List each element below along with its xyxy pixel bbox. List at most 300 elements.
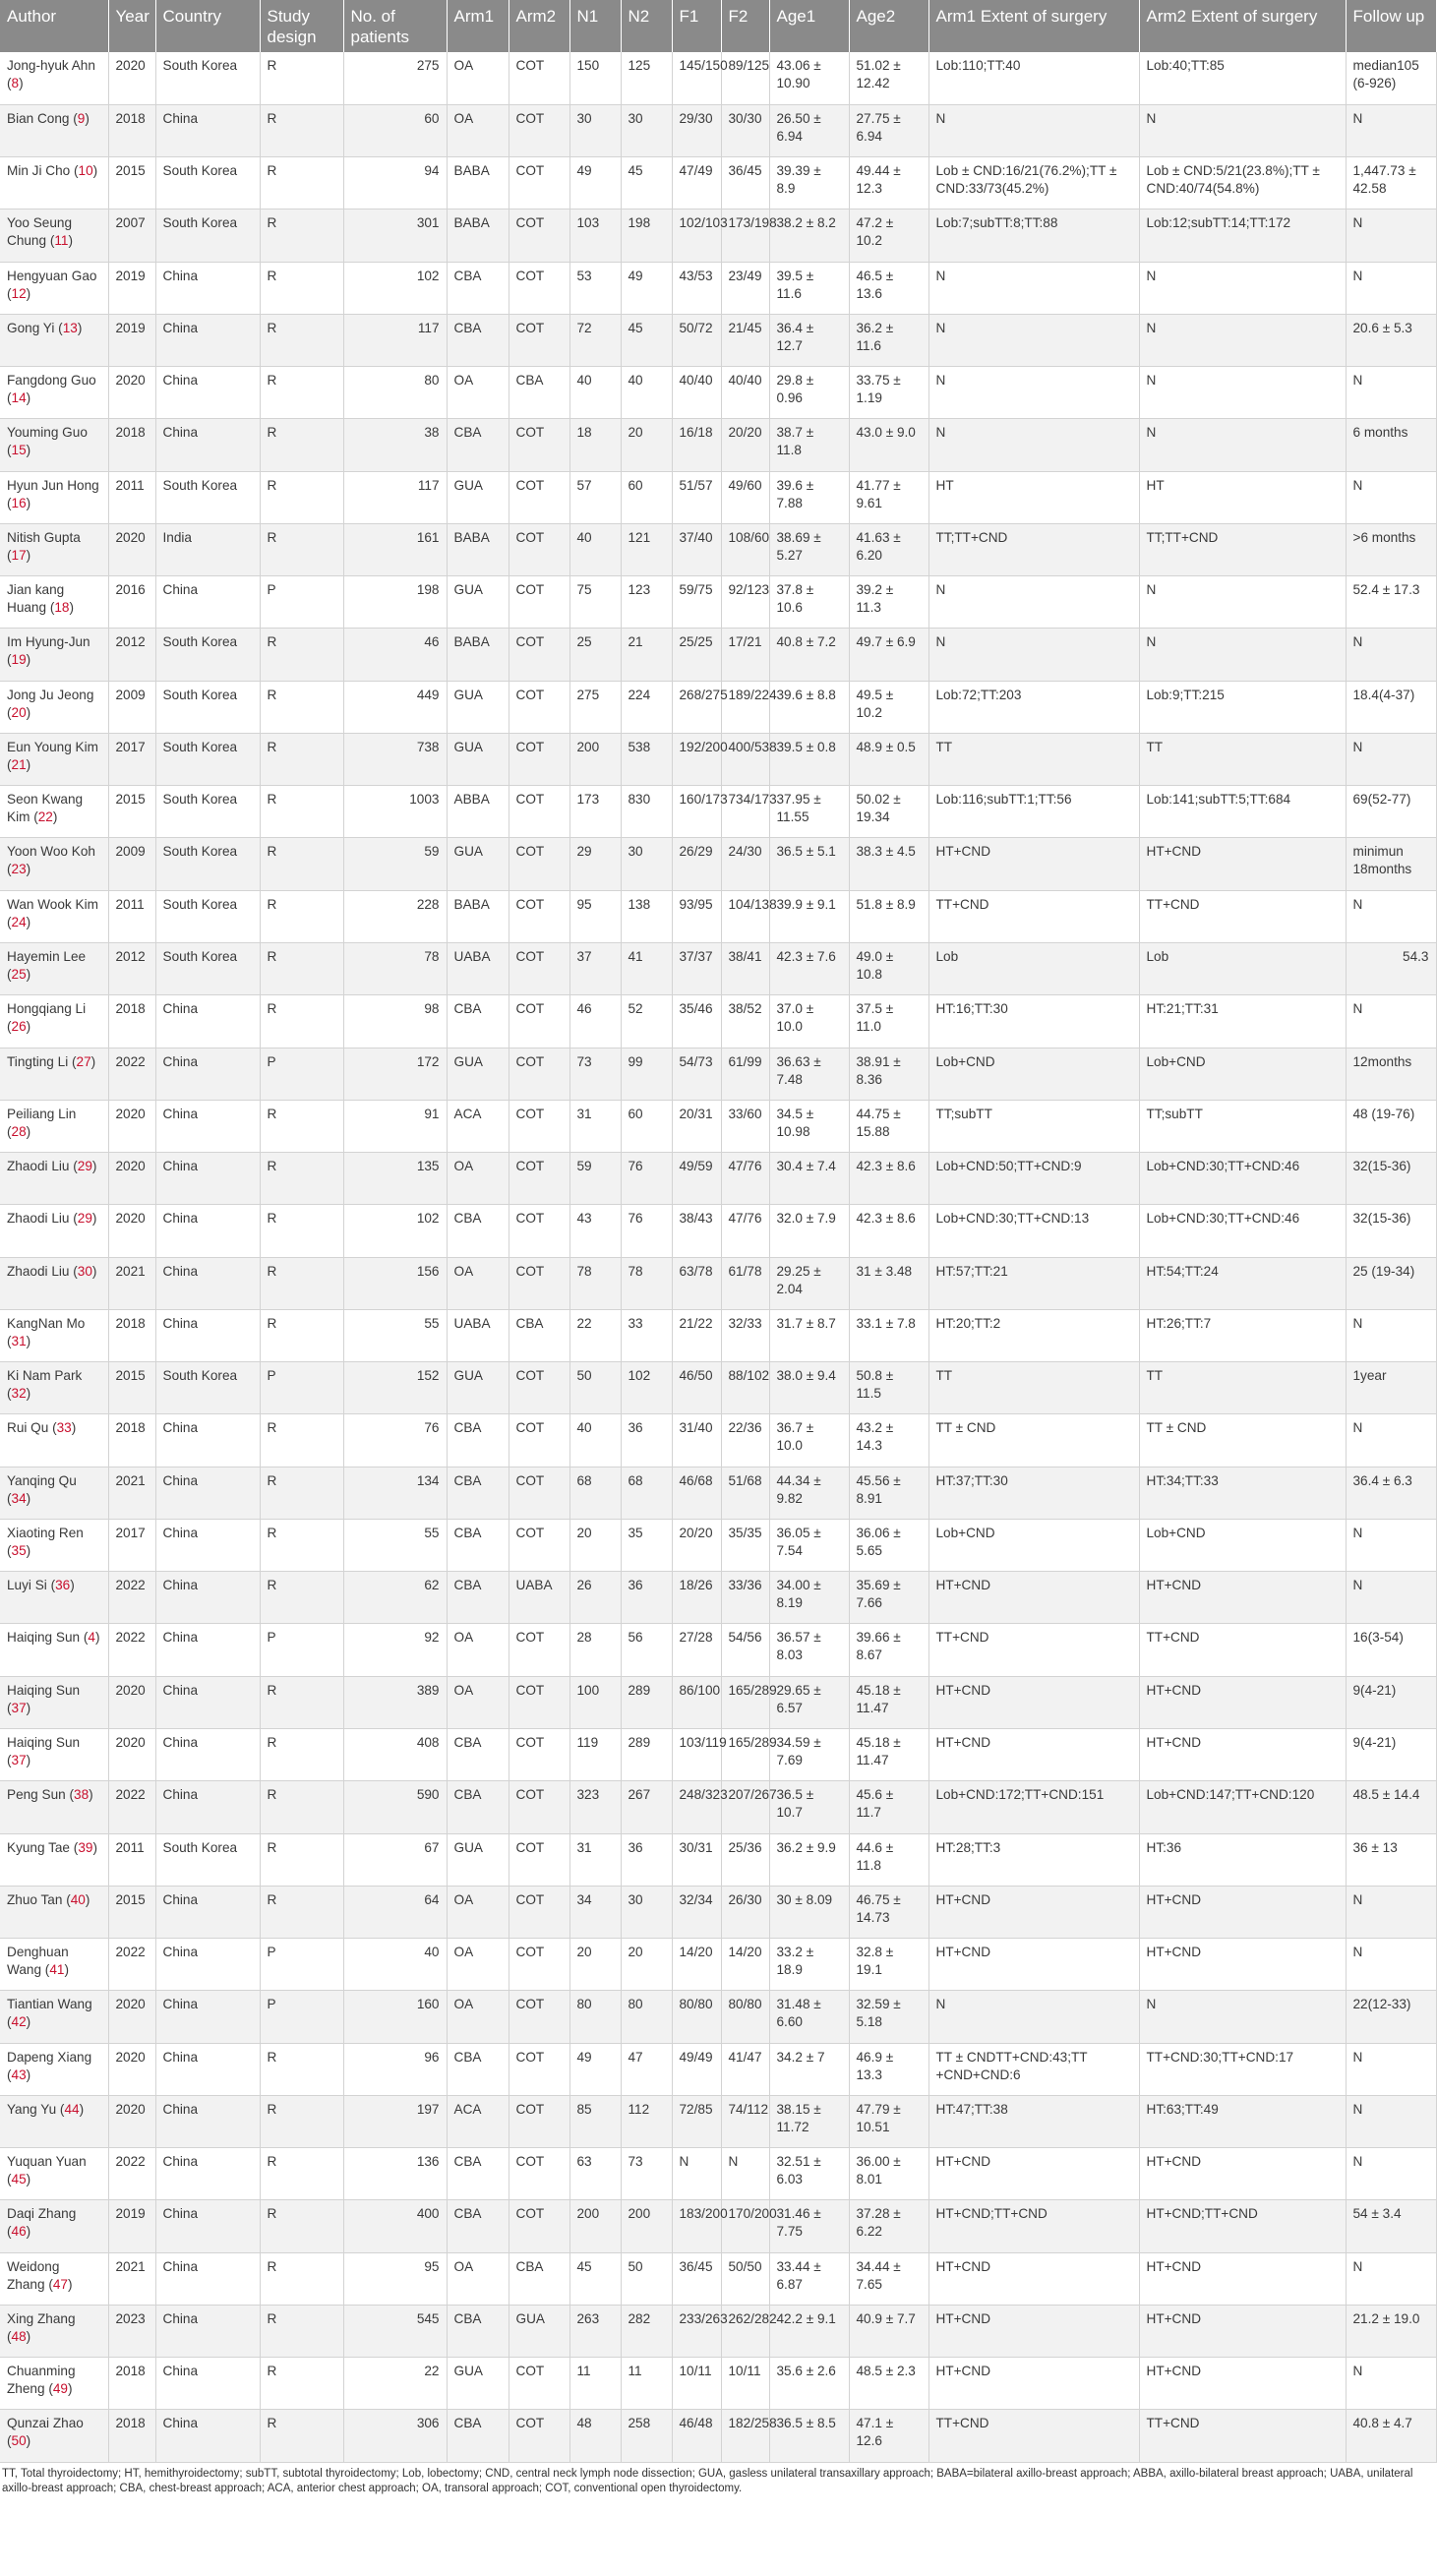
design-cell: P [260,576,343,629]
f1-cell: 103/119 [672,1729,721,1781]
patients-cell: 59 [343,838,447,890]
table-row [0,2358,1436,2410]
arm2-extent-cell: Lob+CND:147;TT+CND:120 [1139,1781,1346,1833]
design-cell: R [260,1414,343,1467]
arm2-cell: COT [509,262,569,314]
reference-link[interactable]: 29 [77,1159,92,1174]
reference-link[interactable]: 38 [74,1787,90,1803]
design-cell: R [260,2305,343,2357]
author-cell: Peiliang Lin (28) [0,1100,108,1152]
reference-link[interactable]: 28 [11,1123,27,1139]
n2-cell: 11 [621,2358,672,2410]
follow-up-cell: 9(4-21) [1346,1676,1436,1728]
reference-link[interactable]: 20 [11,704,27,720]
f2-cell: 25/36 [721,1833,769,1886]
arm1-extent-cell: TT+CND [928,2410,1139,2462]
country-cell: China [155,419,260,471]
n2-cell: 121 [621,523,672,575]
f1-cell: 14/20 [672,1939,721,1991]
reference-link[interactable]: 39 [78,1839,93,1855]
reference-link[interactable]: 37 [11,1753,27,1767]
age2-cell: 42.3 ± 8.6 [849,1205,928,1257]
arm2-extent-cell: N [1139,1991,1346,2043]
n1-cell: 75 [569,576,621,629]
patients-cell: 161 [343,523,447,575]
table-row [0,314,1436,366]
arm1-cell: OA [447,2252,509,2305]
follow-up-cell: 54 ± 3.4 [1346,2200,1436,2252]
f2-cell: 189/224 [721,681,769,733]
age1-cell: 30 ± 8.09 [769,1886,849,1938]
age2-cell: 36.2 ± 11.6 [849,314,928,366]
country-cell: China [155,1467,260,1519]
follow-up-cell: N [1346,1572,1436,1624]
arm1-cell: GUA [447,681,509,733]
arm2-cell: COT [509,471,569,523]
n1-cell: 323 [569,1781,621,1833]
column-header: No. of patients [343,0,447,52]
f2-cell: 20/20 [721,419,769,471]
patients-cell: 55 [343,1519,447,1571]
age1-cell: 31.7 ± 8.7 [769,1309,849,1361]
age2-cell: 37.28 ± 6.22 [849,2200,928,2252]
reference-link[interactable]: 34 [11,1490,27,1506]
author-name: Haiqing Sun [7,1682,81,1698]
f2-cell: 38/41 [721,943,769,995]
reference-link[interactable]: 44 [64,2101,80,2117]
table-row [0,1153,1436,1205]
author-name: Hayemin Lee [7,949,87,965]
author-name: Weidong Zhang [7,2258,60,2292]
country-cell: China [155,1205,260,1257]
f2-cell: 33/60 [721,1100,769,1152]
arm2-cell: COT [509,1781,569,1833]
n2-cell: 224 [621,681,672,733]
table-row [0,1467,1436,1519]
n2-cell: 198 [621,210,672,262]
author-cell: Wan Wook Kim (24) [0,890,108,942]
reference-link[interactable]: 37 [11,1700,27,1715]
arm1-cell: GUA [447,2358,509,2410]
reference-link[interactable]: 17 [11,547,27,563]
n2-cell: 102 [621,1362,672,1414]
reference-link[interactable]: 27 [76,1053,91,1069]
f1-cell: 49/49 [672,2043,721,2095]
n2-cell: 30 [621,104,672,156]
arm2-cell: COT [509,419,569,471]
design-cell: P [260,1362,343,1414]
arm1-extent-cell: N [928,104,1139,156]
author-name: Chuanming Zheng [7,2364,76,2397]
age1-cell: 36.4 ± 12.7 [769,314,849,366]
reference-link[interactable]: 13 [62,320,78,335]
design-cell: R [260,2200,343,2252]
age1-cell: 34.59 ± 7.69 [769,1729,849,1781]
table-row [0,262,1436,314]
f2-cell: 207/267 [721,1781,769,1833]
author-cell: Weidong Zhang (47) [0,2252,108,2305]
design-cell: R [260,471,343,523]
age1-cell: 43.06 ± 10.90 [769,52,849,104]
design-cell: P [260,1624,343,1676]
reference-link[interactable]: 9 [77,110,86,126]
arm2-cell: COT [509,210,569,262]
arm2-extent-cell: Lob ± CND:5/21(23.8%);TT ± CND:40/74(54.8%) [1139,157,1346,210]
f1-cell: 30/31 [672,1833,721,1886]
n1-cell: 28 [569,1624,621,1676]
f1-cell: 36/45 [672,2252,721,2305]
country-cell: China [155,1939,260,1991]
arm2-extent-cell: Lob:40;TT:85 [1139,52,1346,104]
author-name: Zhaodi Liu [7,1263,70,1279]
design-cell: R [260,629,343,681]
follow-up-cell: 48 (19-76) [1346,1100,1436,1152]
design-cell: R [260,2410,343,2462]
reference-link[interactable]: 11 [54,233,69,249]
n1-cell: 150 [569,52,621,104]
arm1-cell: CBA [447,419,509,471]
table-row [0,1519,1436,1571]
follow-up-cell: 12months [1346,1048,1436,1100]
arm2-extent-cell: TT+CND:30;TT+CND:17 [1139,2043,1346,2095]
design-cell: R [260,2095,343,2147]
n1-cell: 200 [569,2200,621,2252]
n1-cell: 49 [569,157,621,210]
f2-cell: 50/50 [721,2252,769,2305]
author-name: Peng Sun [7,1787,66,1803]
author-cell: Haiqing Sun (37) [0,1729,108,1781]
author-cell: Gong Yi (13) [0,314,108,366]
reference-link[interactable]: 29 [77,1211,92,1227]
arm2-cell: COT [509,523,569,575]
age2-cell: 41.63 ± 6.20 [849,523,928,575]
table-row [0,419,1436,471]
country-cell: China [155,314,260,366]
age1-cell: 29.8 ± 0.96 [769,367,849,419]
arm2-extent-cell: HT+CND [1139,2252,1346,2305]
year-cell: 2019 [108,262,155,314]
age1-cell: 36.5 ± 5.1 [769,838,849,890]
year-cell: 2015 [108,786,155,838]
arm2-extent-cell: Lob:12;subTT:14;TT:172 [1139,210,1346,262]
arm1-extent-cell: HT+CND [928,2148,1139,2200]
arm1-cell: OA [447,1676,509,1728]
follow-up-cell: 21.2 ± 19.0 [1346,2305,1436,2357]
design-cell: R [260,1309,343,1361]
n1-cell: 20 [569,1519,621,1571]
arm1-cell: CBA [447,1729,509,1781]
arm2-cell: COT [509,1100,569,1152]
n1-cell: 30 [569,104,621,156]
n2-cell: 138 [621,890,672,942]
f2-cell: 734/173 [721,786,769,838]
country-cell: China [155,2410,260,2462]
f2-cell: 262/282 [721,2305,769,2357]
reference-link[interactable]: 21 [11,756,27,772]
n1-cell: 31 [569,1833,621,1886]
author-name: Tingting Li [7,1053,69,1069]
f2-cell: 61/78 [721,1257,769,1309]
arm2-extent-cell: HT+CND [1139,1676,1346,1728]
age2-cell: 45.18 ± 11.47 [849,1729,928,1781]
follow-up-cell: 6 months [1346,419,1436,471]
author-cell: Yoo Seung Chung (11) [0,210,108,262]
n1-cell: 73 [569,1048,621,1100]
f1-cell: 268/275 [672,681,721,733]
reference-link[interactable]: 45 [11,2172,27,2187]
reference-link[interactable]: 47 [52,2276,68,2292]
patients-cell: 67 [343,1833,447,1886]
arm2-cell: COT [509,1205,569,1257]
f2-cell: 21/45 [721,314,769,366]
table-row [0,995,1436,1048]
reference-link[interactable]: 23 [11,862,27,877]
reference-link[interactable]: 22 [37,809,53,825]
arm1-cell: CBA [447,2043,509,2095]
n2-cell: 45 [621,314,672,366]
arm2-cell: COT [509,1414,569,1467]
author-cell: Kyung Tae (39) [0,1833,108,1886]
f2-cell: 33/36 [721,1572,769,1624]
follow-up-cell: N [1346,995,1436,1048]
follow-up-cell: 20.6 ± 5.3 [1346,314,1436,366]
f1-cell: 93/95 [672,890,721,942]
reference-link[interactable]: 19 [11,652,27,668]
year-cell: 2023 [108,2305,155,2357]
arm2-cell: COT [509,943,569,995]
year-cell: 2015 [108,1362,155,1414]
age2-cell: 40.9 ± 7.7 [849,2305,928,2357]
patients-cell: 306 [343,2410,447,2462]
arm2-extent-cell: TT ± CND [1139,1414,1346,1467]
follow-up-cell: N [1346,2095,1436,2147]
reference-link[interactable]: 18 [54,600,70,616]
arm2-cell: COT [509,786,569,838]
reference-link[interactable]: 15 [11,443,27,458]
patients-cell: 156 [343,1257,447,1309]
design-cell: R [260,733,343,785]
patients-cell: 228 [343,890,447,942]
arm2-extent-cell: Lob:141;subTT:5;TT:684 [1139,786,1346,838]
reference-link[interactable]: 10 [78,163,93,179]
reference-link[interactable]: 32 [11,1386,27,1402]
arm1-cell: CBA [447,1205,509,1257]
f1-cell: 160/173 [672,786,721,838]
age2-cell: 46.75 ± 14.73 [849,1886,928,1938]
f2-cell: 47/76 [721,1205,769,1257]
author-name: Hengyuan Gao [7,268,97,283]
table-row [0,210,1436,262]
patients-cell: 1003 [343,786,447,838]
arm1-extent-cell: N [928,367,1139,419]
f1-cell: 102/103 [672,210,721,262]
arm2-cell: COT [509,2095,569,2147]
table-row [0,1205,1436,1257]
reference-link[interactable]: 24 [11,914,27,929]
age2-cell: 27.75 ± 6.94 [849,104,928,156]
arm2-extent-cell: HT+CND [1139,2148,1346,2200]
author-cell: Chuanming Zheng (49) [0,2358,108,2410]
arm1-extent-cell: Lob+CND:50;TT+CND:9 [928,1153,1139,1205]
author-name: Wan Wook Kim [7,896,98,912]
column-header: N1 [569,0,621,52]
f1-cell: 38/43 [672,1205,721,1257]
year-cell: 2018 [108,2358,155,2410]
follow-up-cell: N [1346,2148,1436,2200]
reference-link[interactable]: 46 [11,2224,27,2240]
n2-cell: 30 [621,1886,672,1938]
arm1-extent-cell: HT+CND;TT+CND [928,2200,1139,2252]
arm1-cell: GUA [447,838,509,890]
reference-link[interactable]: 49 [52,2381,68,2397]
reference-link[interactable]: 50 [11,2433,27,2449]
country-cell: China [155,367,260,419]
n1-cell: 22 [569,1309,621,1361]
table-row [0,943,1436,995]
design-cell: R [260,995,343,1048]
arm1-cell: GUA [447,576,509,629]
age2-cell: 43.2 ± 14.3 [849,1414,928,1467]
age2-cell: 42.3 ± 8.6 [849,1153,928,1205]
author-name: Zhaodi Liu [7,1211,70,1227]
reference-link[interactable]: 14 [11,390,27,406]
n2-cell: 289 [621,1729,672,1781]
reference-link[interactable]: 48 [11,2328,27,2344]
n1-cell: 100 [569,1676,621,1728]
age1-cell: 39.39 ± 8.9 [769,157,849,210]
reference-link[interactable]: 43 [11,2067,27,2082]
arm1-extent-cell: HT:47;TT:38 [928,2095,1139,2147]
arm2-cell: COT [509,576,569,629]
follow-up-cell: median105 (6-926) [1346,52,1436,104]
country-cell: South Korea [155,1362,260,1414]
design-cell: R [260,52,343,104]
country-cell: South Korea [155,210,260,262]
reference-link[interactable]: 33 [56,1420,72,1436]
f2-cell: 89/125 [721,52,769,104]
reference-link[interactable]: 8 [11,76,20,90]
author-cell: KangNan Mo (31) [0,1309,108,1361]
reference-link[interactable]: 40 [70,1891,86,1907]
country-cell: South Korea [155,943,260,995]
n2-cell: 289 [621,1676,672,1728]
n2-cell: 76 [621,1205,672,1257]
age1-cell: 42.2 ± 9.1 [769,2305,849,2357]
reference-link[interactable]: 42 [11,2014,27,2030]
country-cell: South Korea [155,1833,260,1886]
age2-cell: 39.2 ± 11.3 [849,576,928,629]
n2-cell: 52 [621,995,672,1048]
table-row [0,2148,1436,2200]
age1-cell: 36.57 ± 8.03 [769,1624,849,1676]
author-name: Fangdong Guo [7,373,96,389]
arm2-cell: COT [509,2148,569,2200]
n1-cell: 68 [569,1467,621,1519]
author-name: Denghuan Wang [7,1945,69,1978]
author-name: Yang Yu [7,2101,57,2117]
arm1-extent-cell: Lob+CND:172;TT+CND:151 [928,1781,1139,1833]
reference-link[interactable]: 31 [11,1333,27,1348]
column-header: Study design [260,0,343,52]
patients-cell: 46 [343,629,447,681]
arm2-cell: COT [509,1257,569,1309]
reference-link[interactable]: 35 [11,1542,27,1558]
column-header: Author [0,0,108,52]
arm2-cell: GUA [509,2305,569,2357]
author-cell: Dapeng Xiang (43) [0,2043,108,2095]
arm2-cell: CBA [509,367,569,419]
year-cell: 2020 [108,1676,155,1728]
reference-link[interactable]: 16 [11,495,27,510]
arm1-extent-cell: HT+CND [928,2358,1139,2410]
design-cell: R [260,1572,343,1624]
arm2-extent-cell: TT;TT+CND [1139,523,1346,575]
n2-cell: 20 [621,419,672,471]
arm1-extent-cell: Lob:110;TT:40 [928,52,1139,104]
follow-up-cell: N [1346,2252,1436,2305]
follow-up-cell: N [1346,1939,1436,1991]
reference-link[interactable]: 41 [49,1962,65,1978]
follow-up-cell: N [1346,890,1436,942]
n2-cell: 60 [621,471,672,523]
reference-link[interactable]: 25 [11,967,27,983]
table-row [0,629,1436,681]
n1-cell: 85 [569,2095,621,2147]
arm2-cell: COT [509,104,569,156]
arm2-cell: COT [509,629,569,681]
patients-cell: 117 [343,314,447,366]
country-cell: South Korea [155,471,260,523]
arm2-cell: COT [509,1991,569,2043]
f2-cell: 24/30 [721,838,769,890]
design-cell: R [260,1729,343,1781]
f2-cell: 10/11 [721,2358,769,2410]
design-cell: R [260,1833,343,1886]
author-cell: Youming Guo (15) [0,419,108,471]
patients-cell: 117 [343,471,447,523]
follow-up-cell: N [1346,104,1436,156]
table-row [0,786,1436,838]
table-row [0,157,1436,210]
author-name: Ki Nam Park [7,1368,83,1384]
table-row [0,681,1436,733]
author-cell: Hayemin Lee (25) [0,943,108,995]
follow-up-cell: 54.3 [1346,943,1436,995]
author-cell: Rui Qu (33) [0,1414,108,1467]
follow-up-cell: N [1346,629,1436,681]
reference-link[interactable]: 26 [11,1019,27,1035]
year-cell: 2021 [108,1467,155,1519]
f1-cell: 31/40 [672,1414,721,1467]
reference-link[interactable]: 30 [77,1263,92,1279]
arm1-cell: UABA [447,1309,509,1361]
n1-cell: 50 [569,1362,621,1414]
f2-cell: 400/538 [721,733,769,785]
follow-up-cell: N [1346,1414,1436,1467]
f1-cell: 26/29 [672,838,721,890]
n1-cell: 43 [569,1205,621,1257]
n2-cell: 56 [621,1624,672,1676]
author-cell: Zhuo Tan (40) [0,1886,108,1938]
country-cell: China [155,1572,260,1624]
design-cell: R [260,786,343,838]
reference-link[interactable]: 4 [88,1630,95,1646]
arm1-cell: GUA [447,1362,509,1414]
reference-link[interactable]: 12 [11,285,27,301]
arm1-extent-cell: HT [928,471,1139,523]
reference-link[interactable]: 36 [55,1578,71,1593]
f1-cell: 18/26 [672,1572,721,1624]
